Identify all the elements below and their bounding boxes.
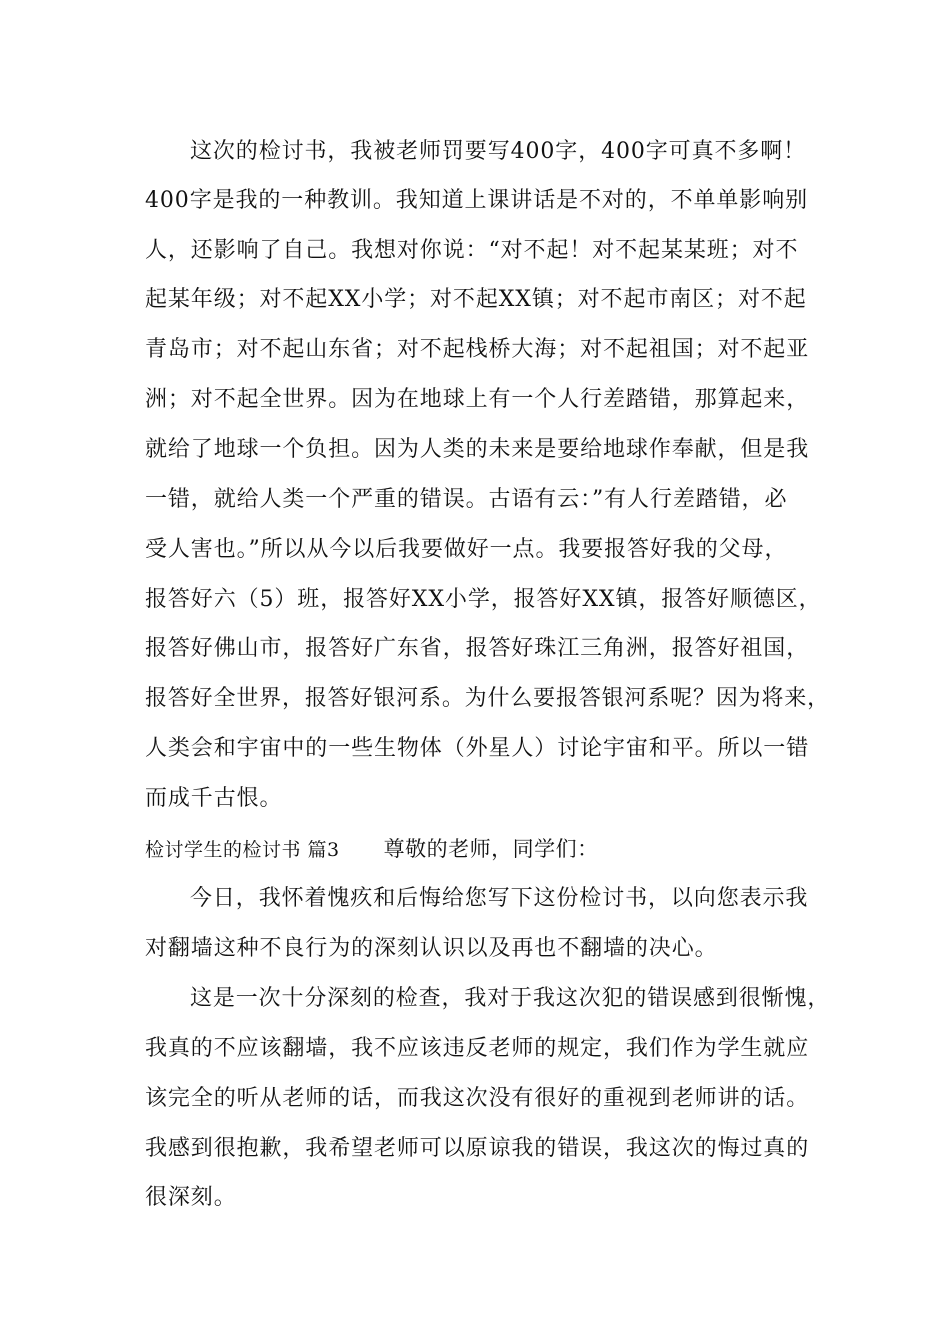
paragraph-line: 报答好六（5）班，报答好XX小学，报答好XX镇，报答好顺德区，	[145, 587, 822, 612]
paragraph-line: 就给了地球一个负担。因为人类的未来是要给地球作奉献，但是我	[145, 437, 810, 462]
paragraph-line: 人，还影响了自己。我想对你说：“对不起！对不起某某班；对不	[145, 238, 799, 263]
paragraph-line: 很深刻。	[145, 1185, 237, 1210]
paragraph-line: 报答好佛山市，报答好广东省，报答好珠江三角洲，报答好祖国，	[145, 636, 810, 661]
paragraph-line: 受人害也。”所以从今以后我要做好一点。我要报答好我的父母，	[145, 537, 788, 562]
section-heading	[145, 836, 599, 863]
paragraph-line: 报答好全世界，报答好银河系。为什么要报答银河系呢？因为将来，	[145, 686, 831, 711]
paragraph-line: 我真的不应该翻墙，我不应该违反老师的规定，我们作为学生就应	[145, 1036, 810, 1061]
paragraph-line: 对翻墙这种不良行为的深刻认识以及再也不翻墙的决心。	[145, 936, 718, 961]
paragraph-line: 起某年级；对不起XX小学；对不起XX镇；对不起市南区；对不起	[145, 287, 807, 312]
paragraph-line: 我感到很抱歉，我希望老师可以原谅我的错误，我这次的悔过真的	[145, 1136, 810, 1161]
paragraph-line: 青岛市；对不起山东省；对不起栈桥大海；对不起祖国；对不起亚	[145, 337, 810, 362]
paragraph-line: 今日，我怀着愧疚和后悔给您写下这份检讨书，以向您表示我	[190, 886, 809, 911]
greeting: 尊敬的老师，同学们：	[383, 837, 599, 861]
paragraph-line: 而成千古恨。	[145, 786, 283, 811]
section-title: 检讨学生的检讨书 篇3	[145, 839, 340, 861]
paragraph-line: 这次的检讨书，我被老师罚要写400字，400字可真不多啊！	[190, 139, 807, 164]
paragraph-line: 这是一次十分深刻的检查，我对于我这次犯的错误感到很惭愧，	[190, 986, 831, 1011]
paragraph-line: 洲；对不起全世界。因为在地球上有一个人行差踏错，那算起来，	[145, 387, 810, 412]
paragraph-line: 该完全的听从老师的话，而我这次没有很好的重视到老师讲的话。	[145, 1086, 810, 1111]
paragraph-line: 人类会和宇宙中的一些生物体（外星人）讨论宇宙和平。所以一错	[145, 736, 810, 761]
paragraph-line: 一错，就给人类一个严重的错误。古语有云：”有人行差踏错，必	[145, 487, 788, 512]
paragraph-line: 400字是我的一种教训。我知道上课讲话是不对的，不单单影响别	[145, 188, 808, 213]
